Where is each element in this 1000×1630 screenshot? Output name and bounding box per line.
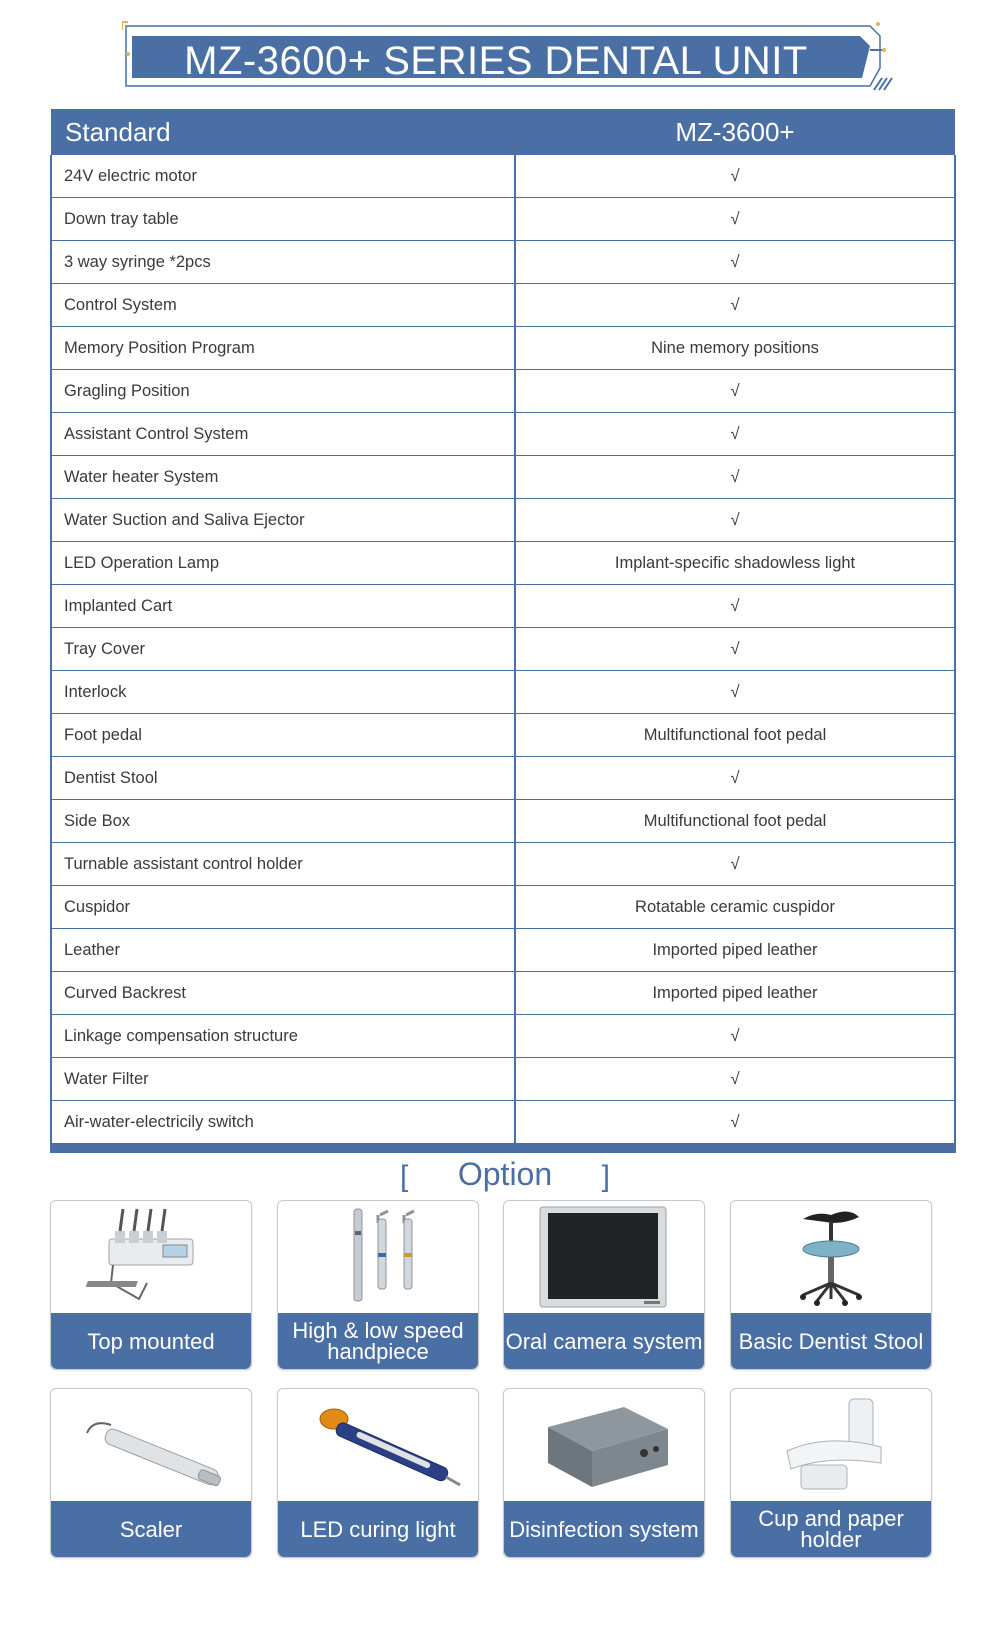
- option-label: LED curing light: [278, 1501, 478, 1557]
- feature-cell: 3 way syringe *2pcs: [51, 241, 515, 284]
- feature-cell: Leather: [51, 929, 515, 972]
- table-row: [51, 628, 955, 671]
- value-cell: √: [515, 628, 955, 671]
- feature-cell: Air-water-electricily switch: [51, 1101, 515, 1149]
- table-row: [51, 843, 955, 886]
- value-cell: √: [515, 456, 955, 499]
- table-row: [51, 585, 955, 628]
- option-label: Scaler: [51, 1501, 251, 1557]
- option-label: Cup and paper holder: [731, 1501, 931, 1557]
- value-cell: √: [515, 499, 955, 542]
- feature-cell: Side Box: [51, 800, 515, 843]
- stool-image: [731, 1201, 931, 1313]
- value-cell: Imported piped leather: [515, 929, 955, 972]
- value-cell: √: [515, 1101, 955, 1149]
- table-row: [51, 370, 955, 413]
- handpiece-image: [278, 1201, 478, 1313]
- value-cell: √: [515, 843, 955, 886]
- disinfection-box-image: [504, 1389, 704, 1501]
- value-cell: √: [515, 1015, 955, 1058]
- option-card-top-mounted: [50, 1200, 252, 1370]
- value-cell: √: [515, 198, 955, 241]
- value-cell: Multifunctional foot pedal: [515, 714, 955, 757]
- option-card-disinfection: [503, 1388, 705, 1558]
- value-cell: √: [515, 284, 955, 327]
- option-label: Oral camera system: [504, 1313, 704, 1369]
- scaler-image: [51, 1389, 251, 1501]
- feature-cell: LED Operation Lamp: [51, 542, 515, 585]
- feature-cell: Interlock: [51, 671, 515, 714]
- feature-cell: Cuspidor: [51, 886, 515, 929]
- feature-cell: Memory Position Program: [51, 327, 515, 370]
- option-card-oral-camera: [503, 1200, 705, 1370]
- table-row: [51, 413, 955, 456]
- value-cell: √: [515, 585, 955, 628]
- page-title: MZ-3600+ SERIES DENTAL UNIT: [184, 39, 808, 83]
- feature-cell: Implanted Cart: [51, 585, 515, 628]
- table-row: [51, 499, 955, 542]
- table-row: [51, 155, 955, 198]
- option-card-scaler: [50, 1388, 252, 1558]
- table-row: [51, 327, 955, 370]
- bracket-left: [: [400, 1160, 409, 1193]
- value-cell: √: [515, 671, 955, 714]
- value-cell: √: [515, 241, 955, 284]
- table-row: [51, 241, 955, 284]
- title-banner: [122, 20, 902, 94]
- table-row: [51, 456, 955, 499]
- value-cell: √: [515, 1058, 955, 1101]
- feature-cell: Control System: [51, 284, 515, 327]
- value-cell: Multifunctional foot pedal: [515, 800, 955, 843]
- table-row: [51, 757, 955, 800]
- spec-table: [50, 109, 956, 1153]
- option-card-cup-holder: [730, 1388, 932, 1558]
- value-cell: √: [515, 370, 955, 413]
- table-row: [51, 542, 955, 585]
- cup-holder-image: [731, 1389, 931, 1501]
- table-row: [51, 1101, 955, 1149]
- value-cell: Imported piped leather: [515, 972, 955, 1015]
- option-title: Option: [457, 1156, 553, 1192]
- table-row: [51, 929, 955, 972]
- table-row: [51, 714, 955, 757]
- value-cell: Nine memory positions: [515, 327, 955, 370]
- table-row: [51, 284, 955, 327]
- value-cell: Rotatable ceramic cuspidor: [515, 886, 955, 929]
- feature-cell: Tray Cover: [51, 628, 515, 671]
- table-header-row: [51, 109, 955, 155]
- option-card-curing-light: [277, 1388, 479, 1558]
- table-row: [51, 1015, 955, 1058]
- feature-cell: 24V electric motor: [51, 155, 515, 198]
- table-row: [51, 972, 955, 1015]
- feature-cell: Dentist Stool: [51, 757, 515, 800]
- feature-cell: Turnable assistant control holder: [51, 843, 515, 886]
- option-label: Basic Dentist Stool: [731, 1313, 931, 1369]
- curing-light-image: [278, 1389, 478, 1501]
- feature-cell: Assistant Control System: [51, 413, 515, 456]
- monitor-image: [504, 1201, 704, 1313]
- option-header: [400, 1156, 610, 1200]
- value-cell: √: [515, 413, 955, 456]
- value-cell: Implant-specific shadowless light: [515, 542, 955, 585]
- feature-cell: Water Filter: [51, 1058, 515, 1101]
- feature-cell: Down tray table: [51, 198, 515, 241]
- table-row: [51, 671, 955, 714]
- table-row: [51, 800, 955, 843]
- value-cell: √: [515, 155, 955, 198]
- table-row: [51, 886, 955, 929]
- option-card-handpiece: [277, 1200, 479, 1370]
- feature-cell: Linkage compensation structure: [51, 1015, 515, 1058]
- feature-cell: Gragling Position: [51, 370, 515, 413]
- table-row: [51, 198, 955, 241]
- option-card-stool: [730, 1200, 932, 1370]
- value-cell: √: [515, 757, 955, 800]
- header-model: MZ-3600+: [515, 109, 955, 155]
- table-row: [51, 1058, 955, 1101]
- option-label: High & low speed handpiece: [278, 1313, 478, 1369]
- option-label: Top mounted: [51, 1313, 251, 1369]
- feature-cell: Water Suction and Saliva Ejector: [51, 499, 515, 542]
- feature-cell: Curved Backrest: [51, 972, 515, 1015]
- feature-cell: Foot pedal: [51, 714, 515, 757]
- option-label: Disinfection system: [504, 1501, 704, 1557]
- top-mounted-tray-image: [51, 1201, 251, 1313]
- feature-cell: Water heater System: [51, 456, 515, 499]
- bracket-right: ]: [601, 1160, 610, 1193]
- header-standard: Standard: [51, 109, 515, 155]
